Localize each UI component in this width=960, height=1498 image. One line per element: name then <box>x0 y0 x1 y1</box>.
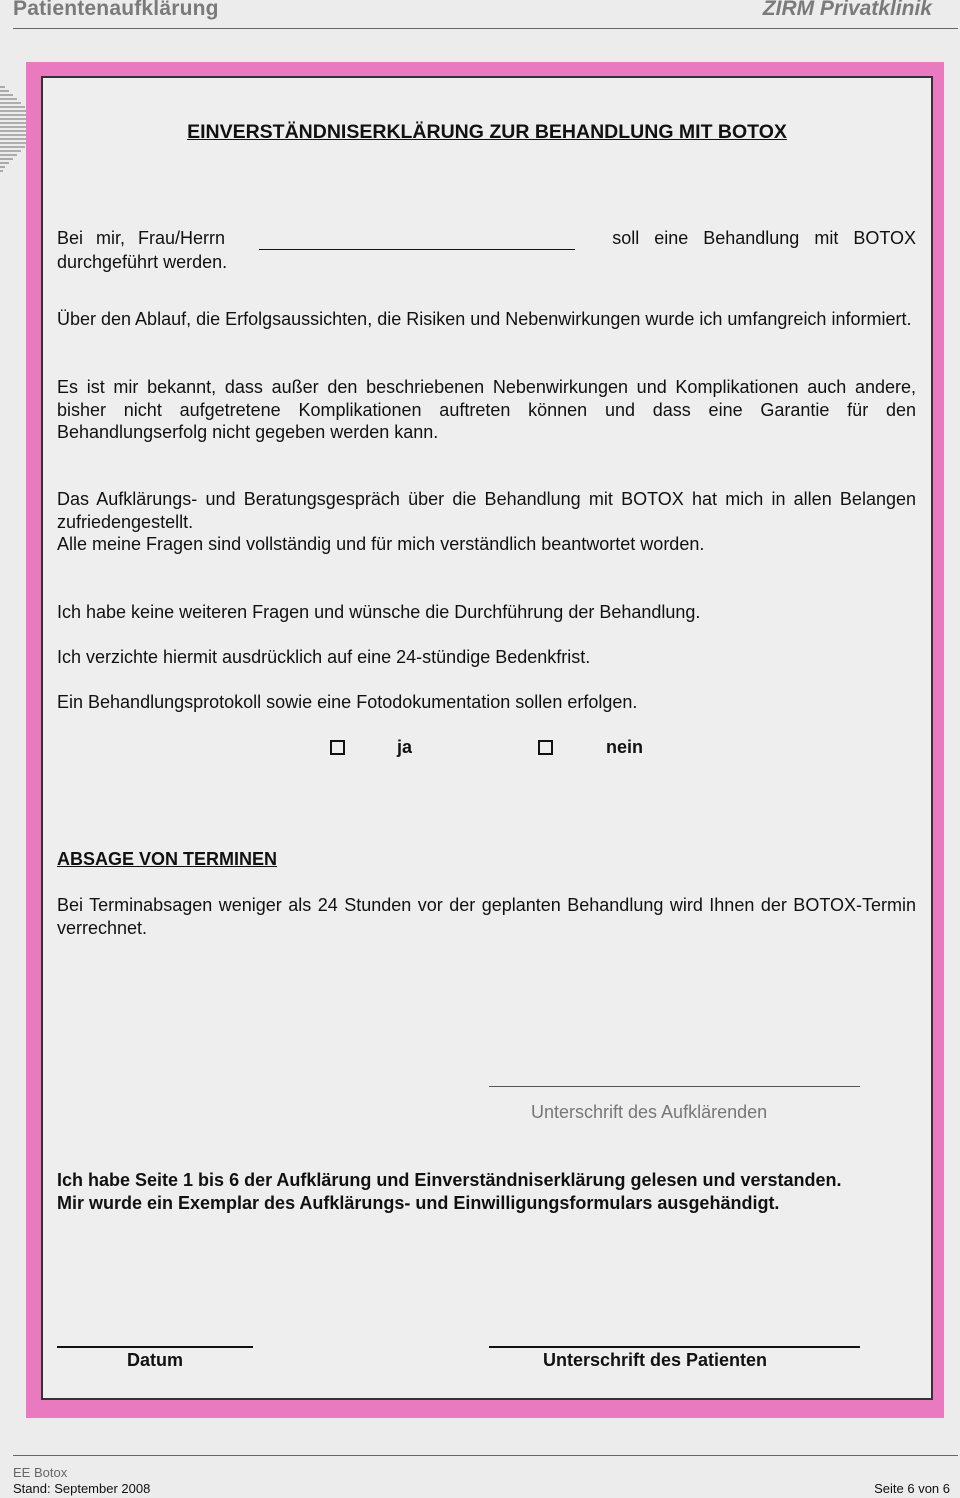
page-header <box>0 0 960 30</box>
footer-divider <box>13 1455 958 1456</box>
footer-version: Stand: September 2008 <box>13 1481 151 1496</box>
paragraph-questions: Alle meine Fragen sind vollständig und für mich verständlich beantwortet worden. <box>57 534 705 554</box>
paragraph-no-questions: Ich habe keine weiteren Fragen und wünsche die Durchführung der Behandlung. <box>57 602 701 622</box>
patient-signature-field[interactable] <box>489 1346 860 1348</box>
patient-name-field[interactable] <box>259 249 575 250</box>
explainer-signature-field[interactable] <box>489 1086 860 1087</box>
option-no-label: nein <box>606 737 644 757</box>
footer-page-number: Seite 6 von 6 <box>874 1481 950 1496</box>
checkbox-yes[interactable] <box>330 740 345 755</box>
footer-doc-name: EE Botox <box>13 1465 68 1480</box>
date-label: Datum <box>127 1350 184 1370</box>
patient-signature-label: Unterschrift des Patienten <box>543 1350 768 1370</box>
option-yes-label: ja <box>397 737 413 757</box>
cancel-heading: ABSAGE VON TERMINEN <box>57 849 278 869</box>
paragraph-protocol: Ein Behandlungsprotokoll sowie eine Fotodokumentation sollen erfolgen. <box>57 692 638 712</box>
header-divider <box>13 28 958 29</box>
header-title: Patientenaufklärung <box>13 0 219 20</box>
checkbox-no[interactable] <box>538 740 553 755</box>
paragraph-satisfied: Das Aufklärungs- und Beratungsgespräch über die Behandlung mit BOTOX hat mich in allen Belangen zufriedengestellt. <box>57 489 916 532</box>
line1-continuation: durchgeführt werden. <box>57 252 228 272</box>
paragraph-waive: Ich verzichte hiermit ausdrücklich auf eine 24-stündige Bedenkfrist. <box>57 647 591 667</box>
confirmation-line2: Mir wurde ein Exemplar des Aufklärungs- und Einwilligungsformulars ausgehändigt. <box>57 1193 780 1213</box>
cancel-text: Bei Terminabsagen weniger als 24 Stunden vor der geplanten Behandlung wird Ihnen der BOTOX-Termin verrechnet. <box>57 895 916 938</box>
patient-name-line <box>57 228 916 251</box>
paragraph-informed: Über den Ablauf, die Erfolgsaussichten, die Risiken und Nebenwirkungen wurde ich umfangreich informiert. <box>57 309 912 329</box>
header-clinic-name: ZIRM Privatklinik <box>762 0 932 20</box>
confirmation-line1: Ich habe Seite 1 bis 6 der Aufklärung und Einverständniserklärung gelesen und verstanden. <box>57 1170 842 1190</box>
line1-start: Bei mir, Frau/Herrn <box>57 228 226 248</box>
form-title: EINVERSTÄNDNISERKLÄRUNG ZUR BEHANDLUNG MIT BOTOX <box>187 121 787 143</box>
paragraph-known-risks: Es ist mir bekannt, dass außer den beschriebenen Nebenwirkungen und Komplikationen auch andere, bisher nicht aufgetretene Komplikationen auftreten können und dass eine Garantie für den Behandlungserfolg nicht gegeben werden kann. <box>57 377 916 443</box>
date-field[interactable] <box>57 1346 253 1348</box>
explainer-signature-label: Unterschrift des Aufklärenden <box>531 1102 768 1122</box>
line1-end: soll eine Behandlung mit BOTOX <box>612 228 916 248</box>
